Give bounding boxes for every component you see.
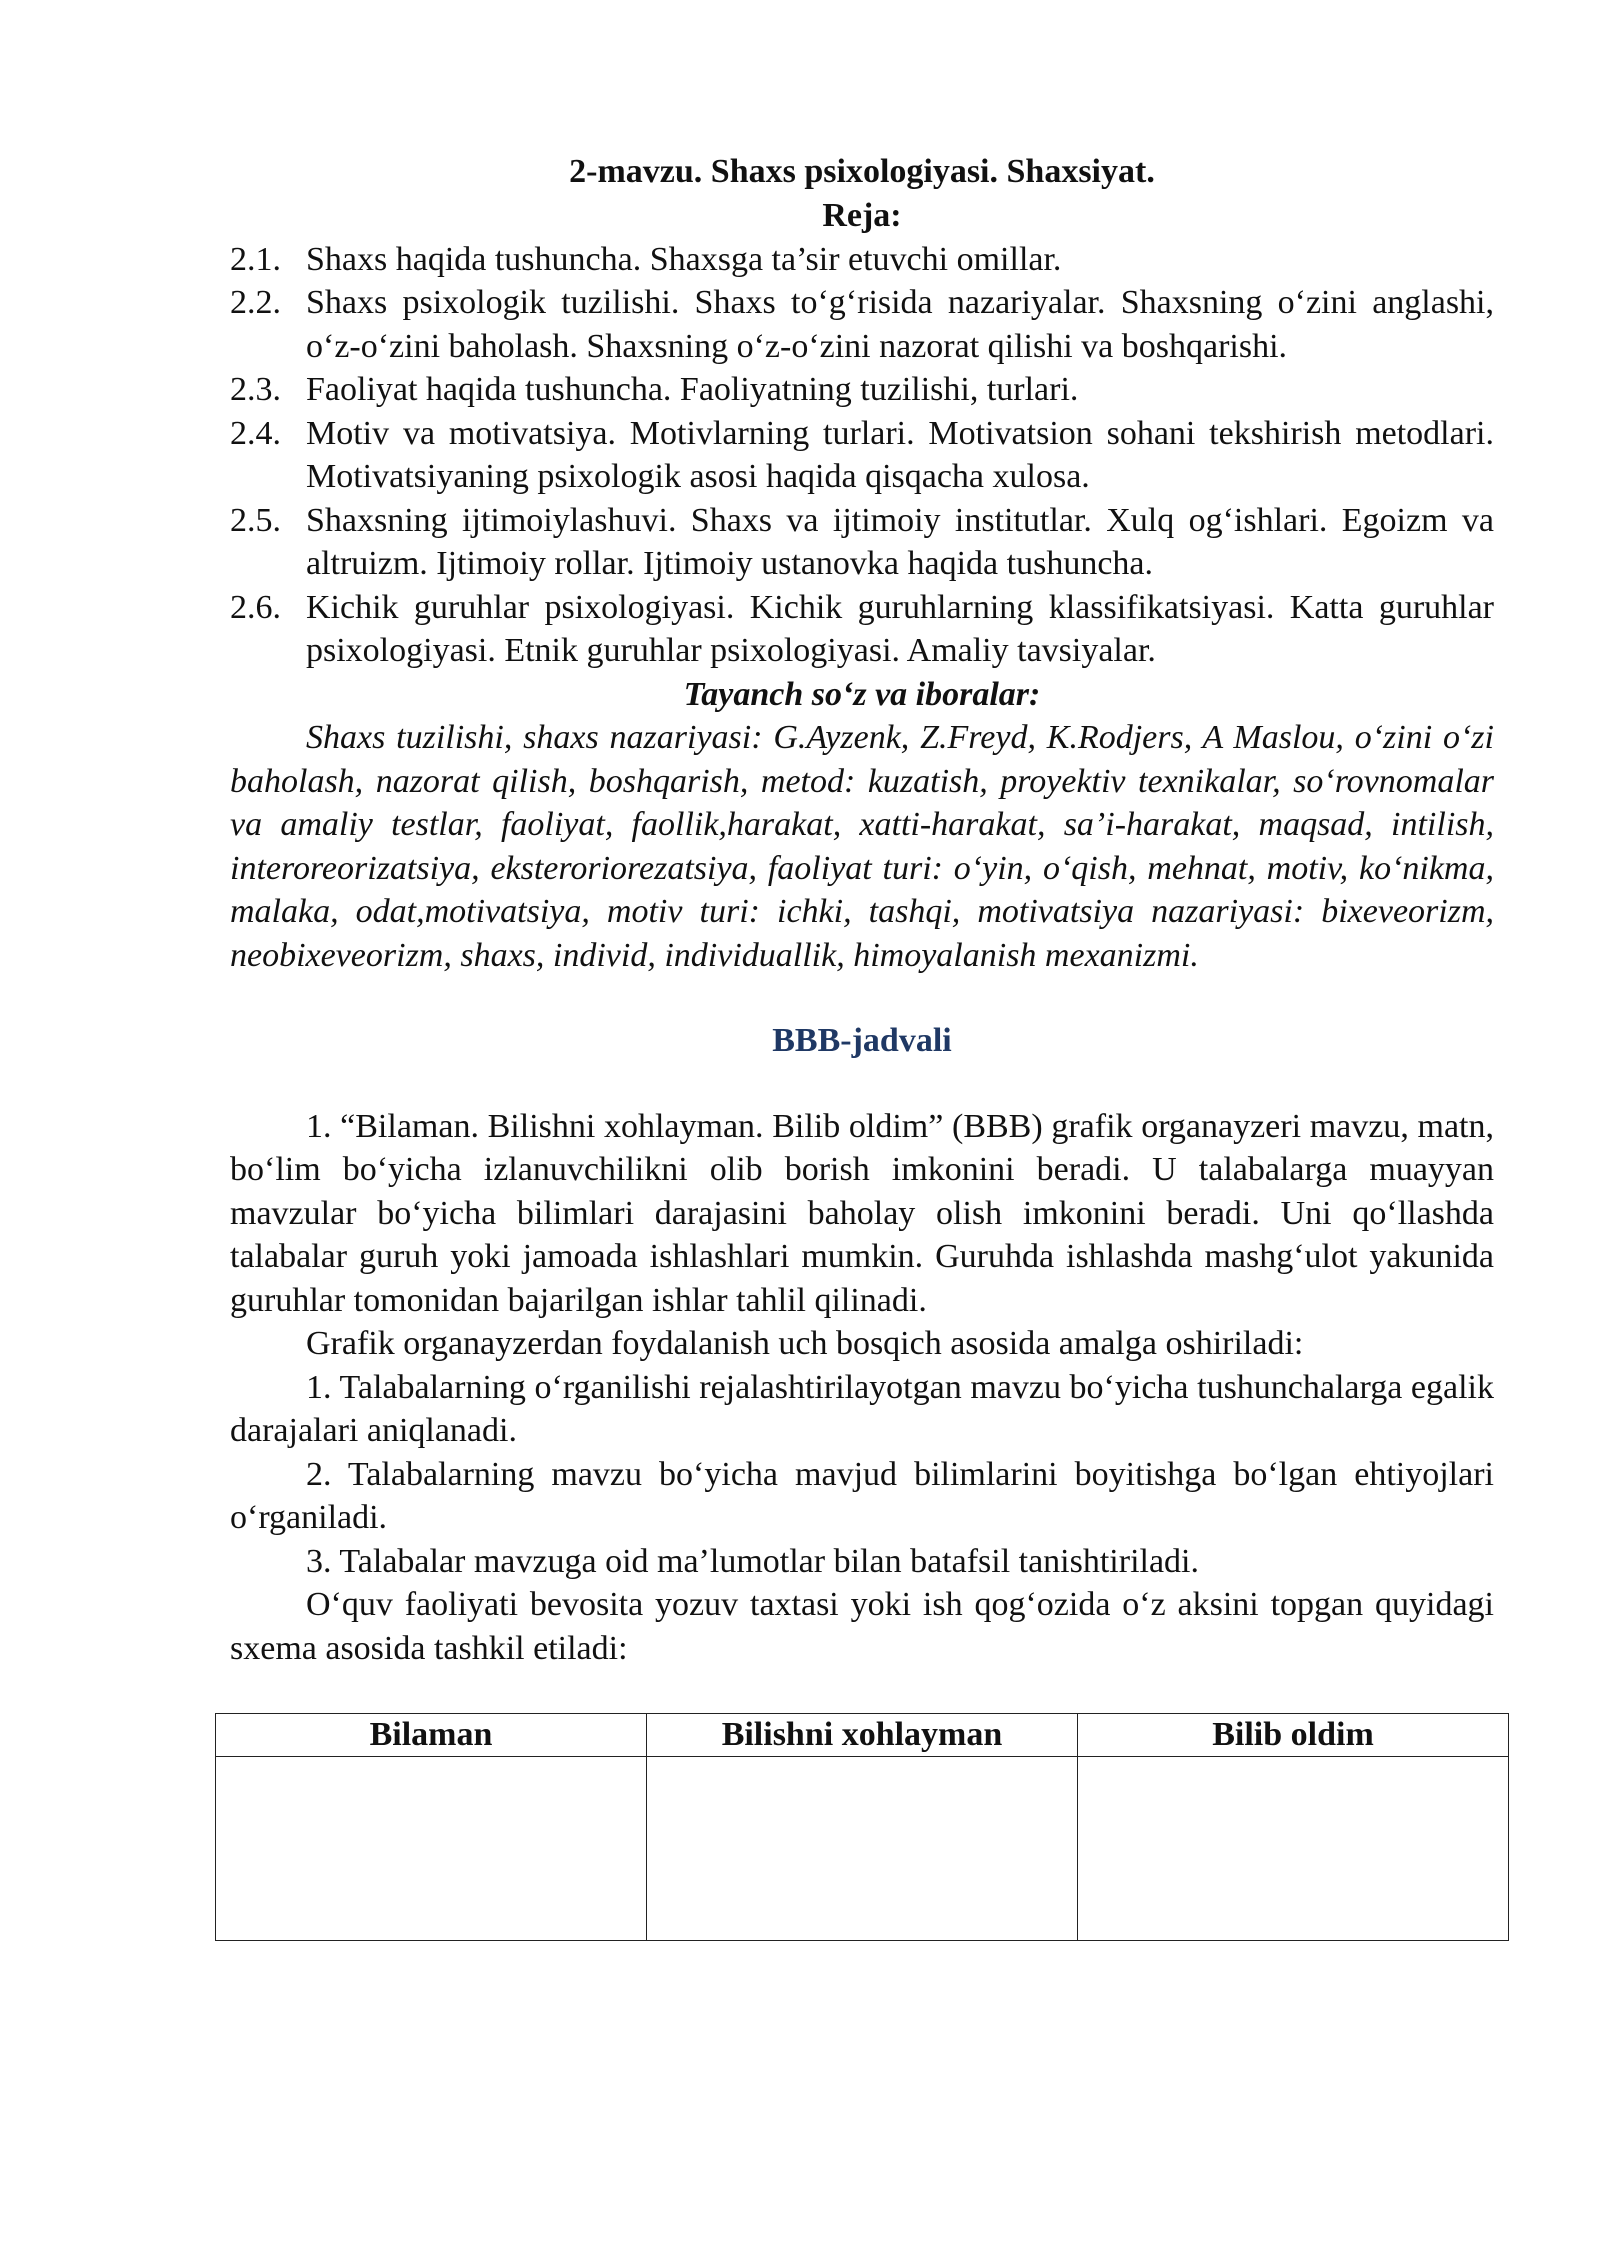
plan-item-number: 2.4. xyxy=(230,414,281,452)
bbb-table xyxy=(215,1713,1509,1941)
table-header-row xyxy=(216,1714,1509,1757)
plan-item-number: 2.6. xyxy=(230,588,281,626)
plan-item xyxy=(230,368,1494,412)
column-header-bilib-oldim: Bilib oldim xyxy=(1078,1714,1509,1757)
plan-item-number: 2.5. xyxy=(230,501,281,539)
plan-item-number: 2.1. xyxy=(230,240,281,278)
plan-heading: Reja: xyxy=(822,197,902,234)
table-cell xyxy=(1078,1757,1509,1941)
plan-item xyxy=(230,412,1494,499)
table-row xyxy=(216,1757,1509,1941)
column-header-bilishni-xohlayman: Bilishni xohlayman xyxy=(647,1714,1078,1757)
document-title: 2-mavzu. Shaxs psixologiyasi. Shaxsiyat. xyxy=(569,153,1155,190)
paragraph: Grafik organayzerdan foydalanish uch bosqich asosida amalga oshiriladi: xyxy=(306,1325,1304,1362)
paragraph: 1. Talabalarning o‘rganilishi rejalashtirilayotgan mavzu bo‘yicha tushunchalarga egalik darajalari aniqlanadi. xyxy=(230,1368,1494,1449)
paragraph: 2. Talabalarning mavzu bo‘yicha mavjud bilimlarini boyitishga bo‘lgan ehtiyojlari o‘rganiladi. xyxy=(230,1455,1494,1536)
plan-item-text: Shaxs psixologik tuzilishi. Shaxs to‘g‘risida nazariyalar. Shaxsning o‘zini anglashi, o‘z-o‘zini baholash. Shaxsning o‘z-o‘zini nazorat qilishi va boshqarishi. xyxy=(306,284,1494,365)
table-cell xyxy=(216,1757,647,1941)
keywords-text: Shaxs tuzilishi, shaxs nazariyasi: G.Ayzenk, Z.Freyd, K.Rodjers, A Maslou, o‘zini o‘zi baholash, nazorat qilish, boshqarish, metod: kuzatish, proyektiv texnikalar, so‘rovnomalar va amaliy testlar, faoliyat, faollik,harakat, xatti-harakat, sa’i-harakat, maqsad, intilish, interoreorizatsiya, eksteroriorezatsiya, faoliyat turi: o‘yin, o‘qish, mehnat, motiv, ko‘nikma, malaka, odat,motivatsiya, motiv turi: ichki, tashqi, motivatsiya nazariyasi: bixeveorizm, neobixeveorizm, shaxs, individ, individuallik, himoyalanish mexanizmi. xyxy=(230,719,1494,974)
paragraph: O‘quv faoliyati bevosita yozuv taxtasi yoki ish qog‘ozida o‘z aksini topgan quyidagi sxema asosida tashkil etiladi: xyxy=(230,1586,1494,1667)
plan-item xyxy=(230,238,1494,282)
plan-item-text: Kichik guruhlar psixologiyasi. Kichik guruhlarning klassifikatsiyasi. Katta guruhlar psixologiyasi. Etnik guruhlar psixologiyasi. Amaliy tavsiyalar. xyxy=(306,588,1494,669)
document-page xyxy=(230,150,1494,1941)
plan-list xyxy=(230,238,1494,673)
plan-item xyxy=(230,499,1494,586)
column-header-bilaman: Bilaman xyxy=(216,1714,647,1757)
plan-item-text: Faoliyat haqida tushuncha. Faoliyatning tuzilishi, turlari. xyxy=(306,371,1079,408)
plan-item xyxy=(230,586,1494,673)
plan-item-text: Motiv va motivatsiya. Motivlarning turlari. Motivatsion sohani tekshirish metodlari. Motivatsiyaning psixologik asosi haqida qisqacha xulosa. xyxy=(306,414,1494,495)
paragraph: 3. Talabalar mavzuga oid ma’lumotlar bilan batafsil tanishtiriladi. xyxy=(306,1542,1199,1580)
keywords-heading: Tayanch so‘z va iboralar: xyxy=(683,675,1041,713)
plan-item-text: Shaxs haqida tushuncha. Shaxsga ta’sir etuvchi omillar. xyxy=(306,240,1062,278)
plan-item-number: 2.2. xyxy=(230,284,281,321)
plan-item-number: 2.3. xyxy=(230,371,281,408)
plan-item xyxy=(230,281,1494,368)
table-cell xyxy=(647,1757,1078,1941)
section-title: BBB-jadvali xyxy=(772,1022,952,1059)
paragraph: 1. “Bilaman. Bilishni xohlayman. Bilib oldim” (BBB) grafik organayzeri mavzu, matn, bo‘lim bo‘yicha izlanuvchilikni olib borish imkonini beradi. U talabalarga muayyan mavzular bo‘yicha bilimlari darajasini baholay olish imkonini beradi. Uni qo‘llashda talabalar guruh yoki jamoada ishlashlari mumkin. Guruhda ishlashda mashg‘ulot yakunida guruhlar tomonidan bajarilgan ishlar tahlil qilinadi. xyxy=(230,1107,1494,1319)
plan-item-text: Shaxsning ijtimoiylashuvi. Shaxs va ijtimoiy institutlar. Xulq og‘ishlari. Egoizm va altruizm. Ijtimoiy rollar. Ijtimoiy ustanovka haqida tushuncha. xyxy=(306,501,1494,582)
